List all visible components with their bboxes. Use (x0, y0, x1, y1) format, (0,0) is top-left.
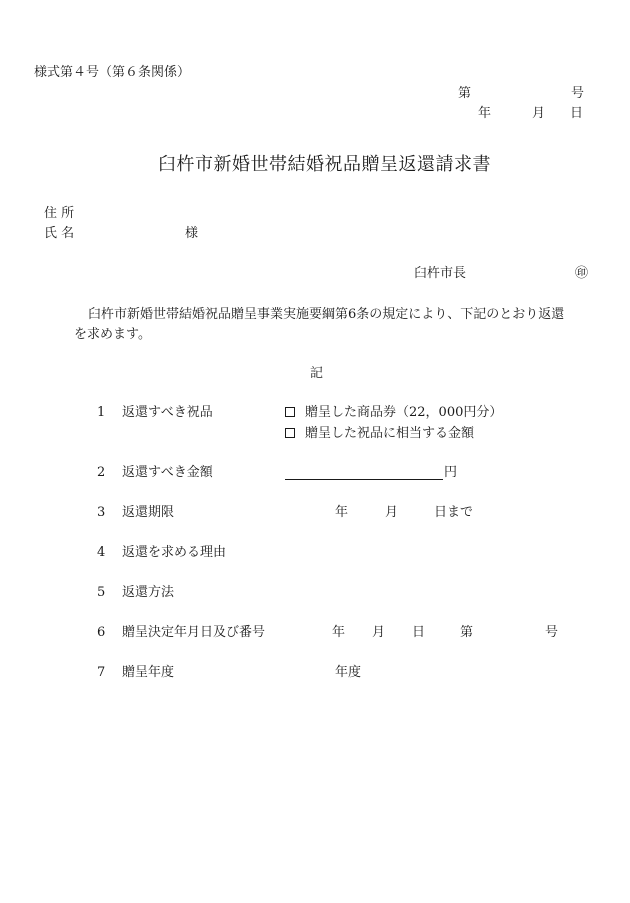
item-number: 4 (97, 545, 106, 560)
body-line-1: 臼杵市新婚世帯結婚祝品贈呈事業実施要綱第6条の規定により、下記のとおり返還 (88, 307, 565, 322)
item-number: 3 (97, 505, 106, 520)
decision-day: 日 (412, 625, 426, 640)
issuer-label: 臼杵市長 (414, 266, 467, 281)
body-line-2: を求めます。 (74, 327, 151, 342)
item-label: 贈呈決定年月日及び番号 (122, 625, 266, 640)
form-number: 様式第４号（第６条関係） (34, 65, 191, 80)
date-day: 日 (570, 106, 584, 121)
honorific: 様 (185, 226, 199, 241)
option-label: 贈呈した祝品に相当する金額 (305, 426, 475, 441)
item-label: 返還すべき金額 (122, 465, 213, 480)
deadline-day: 日まで (434, 505, 474, 520)
item-number: 6 (97, 625, 106, 640)
decision-month: 月 (372, 625, 386, 640)
address-label: 住 所 (44, 206, 75, 221)
item-number: 1 (97, 405, 106, 420)
date-month: 月 (532, 106, 546, 121)
checkbox[interactable] (285, 428, 295, 438)
name-label: 氏 名 (44, 226, 75, 241)
decision-no-prefix: 第 (460, 625, 474, 640)
item-number: 7 (97, 665, 106, 680)
ki-heading: 記 (310, 366, 324, 381)
item-number: 5 (97, 585, 106, 600)
option-equivalent-amount[interactable] (285, 426, 474, 442)
deadline-year: 年 (335, 505, 349, 520)
checkbox[interactable] (285, 407, 295, 417)
fiscal-year-suffix: 年度 (335, 665, 362, 680)
document-title: 臼杵市新婚世帯結婚祝品贈呈返還請求書 (158, 154, 491, 175)
item-label: 返還を求める理由 (122, 545, 227, 560)
item-label: 贈呈年度 (122, 665, 175, 680)
item-label: 返還すべき祝品 (122, 405, 213, 420)
doc-number-prefix: 第 (458, 86, 472, 101)
decision-no-suffix: 号 (545, 625, 559, 640)
item-label: 返還期限 (122, 505, 175, 520)
doc-number-suffix: 号 (571, 86, 585, 101)
decision-year: 年 (332, 625, 346, 640)
amount-unit: 円 (444, 465, 458, 480)
body-paragraph (74, 305, 574, 345)
date-year: 年 (478, 106, 492, 121)
item-label: 返還方法 (122, 585, 175, 600)
option-label: 贈呈した商品券（22，000円分） (305, 405, 503, 420)
deadline-month: 月 (385, 505, 399, 520)
amount-blank-line[interactable] (285, 479, 443, 480)
option-gift-certificate[interactable] (285, 405, 502, 421)
seal-mark: ㊞ (575, 266, 589, 281)
item-number: 2 (97, 465, 106, 480)
